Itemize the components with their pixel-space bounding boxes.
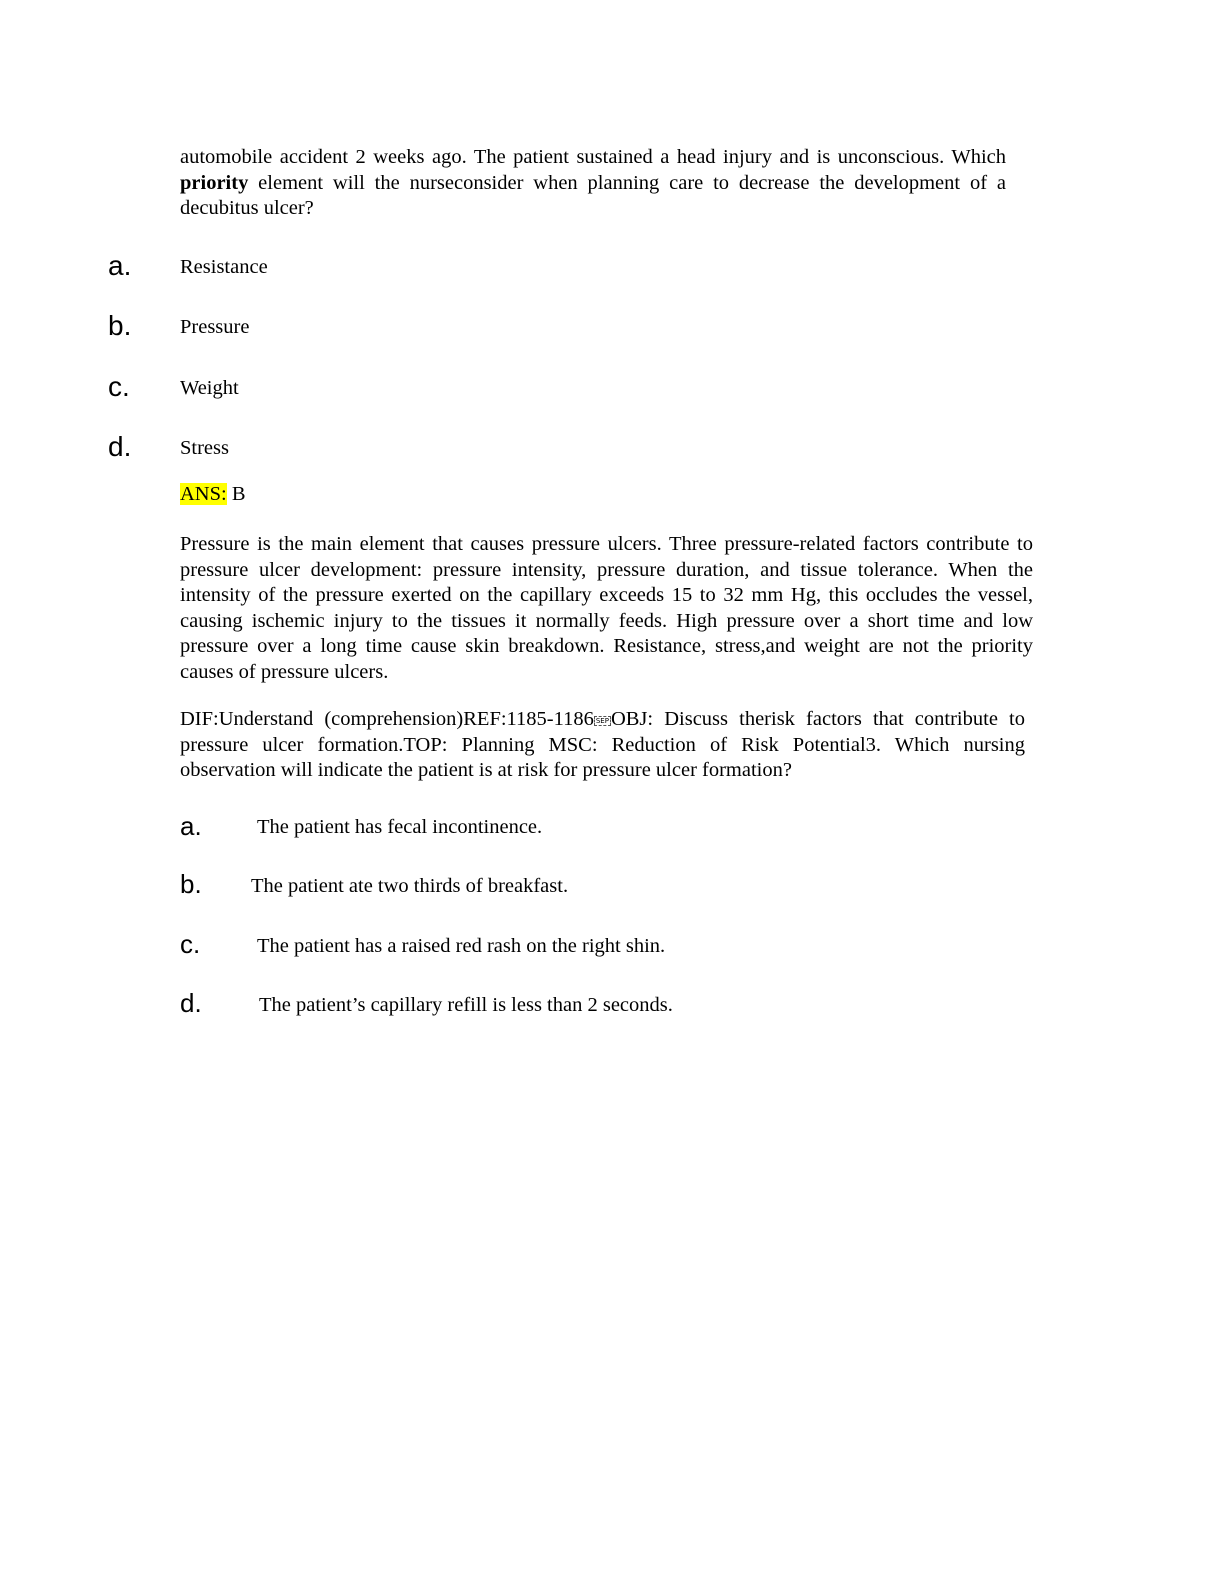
q3-option-c-text: The patient has a raised red rash on the right shin. — [257, 935, 666, 957]
option-a-text: Resistance — [180, 256, 268, 278]
question-stem-text-2: element will the nurseconsider when planning care to decrease the development of a decubitus ulcer? — [180, 171, 1006, 219]
q3-option-a-text: The patient has fecal incontinence. — [257, 816, 543, 838]
metadata-text-2: OBJ: Discuss therisk factors that contribute to pressure ulcer formation.TOP: Planning MSC: Reduction of Risk Potential3. Which nursing observation will indicate the patient is at risk for pressure ulcer formation? — [180, 708, 1025, 781]
answer-value: B — [226, 483, 246, 505]
option-b-text: Pressure — [180, 316, 250, 338]
option-d-text: Stress — [180, 437, 229, 459]
option-b-letter: b. — [108, 310, 132, 341]
option-c-letter: c. — [108, 371, 130, 402]
question-stem-text-1: automobile accident 2 weeks ago. The patient sustained a head injury and is unconscious. Which — [180, 146, 1006, 168]
rationale-paragraph: Pressure is the main element that causes pressure ulcers. Three pressure-related factors contribute to pressure ulcer development: pressure intensity, pressure duration, and tissue tolerance. When the intensity of the pressure exerted on the capillary exceeds 15 to 32 mm Hg, this occludes the vessel, causing ischemic injury to the tissues it normally feeds. High pressure over a short time and low pressure over a long time cause skin breakdown. Resistance, stress,and weight are not the priority causes of pressure ulcers. — [180, 533, 1033, 683]
option-c-text: Weight — [180, 377, 239, 399]
answer-label-highlight: ANS: — [180, 483, 227, 505]
q3-option-b-letter: b. — [180, 869, 202, 899]
question-metadata — [180, 707, 1025, 784]
option-a-letter: a. — [108, 250, 132, 281]
q3-option-a-letter: a. — [180, 811, 202, 841]
sep-marker-icon: SEP — [595, 717, 609, 725]
option-d-letter: d. — [108, 431, 132, 462]
q3-option-c-letter: c. — [180, 929, 201, 959]
question-stem — [180, 145, 1006, 222]
answer-line — [180, 482, 246, 507]
metadata-text-1: DIF:Understand (comprehension)REF:1185-1186 — [180, 708, 594, 730]
question-stem-emphasis: priority — [180, 171, 249, 194]
q3-option-d-text: The patient’s capillary refill is less than 2 seconds. — [259, 994, 673, 1016]
q3-option-d-letter: d. — [180, 988, 202, 1018]
q3-option-b-text: The patient ate two thirds of breakfast. — [251, 875, 569, 897]
